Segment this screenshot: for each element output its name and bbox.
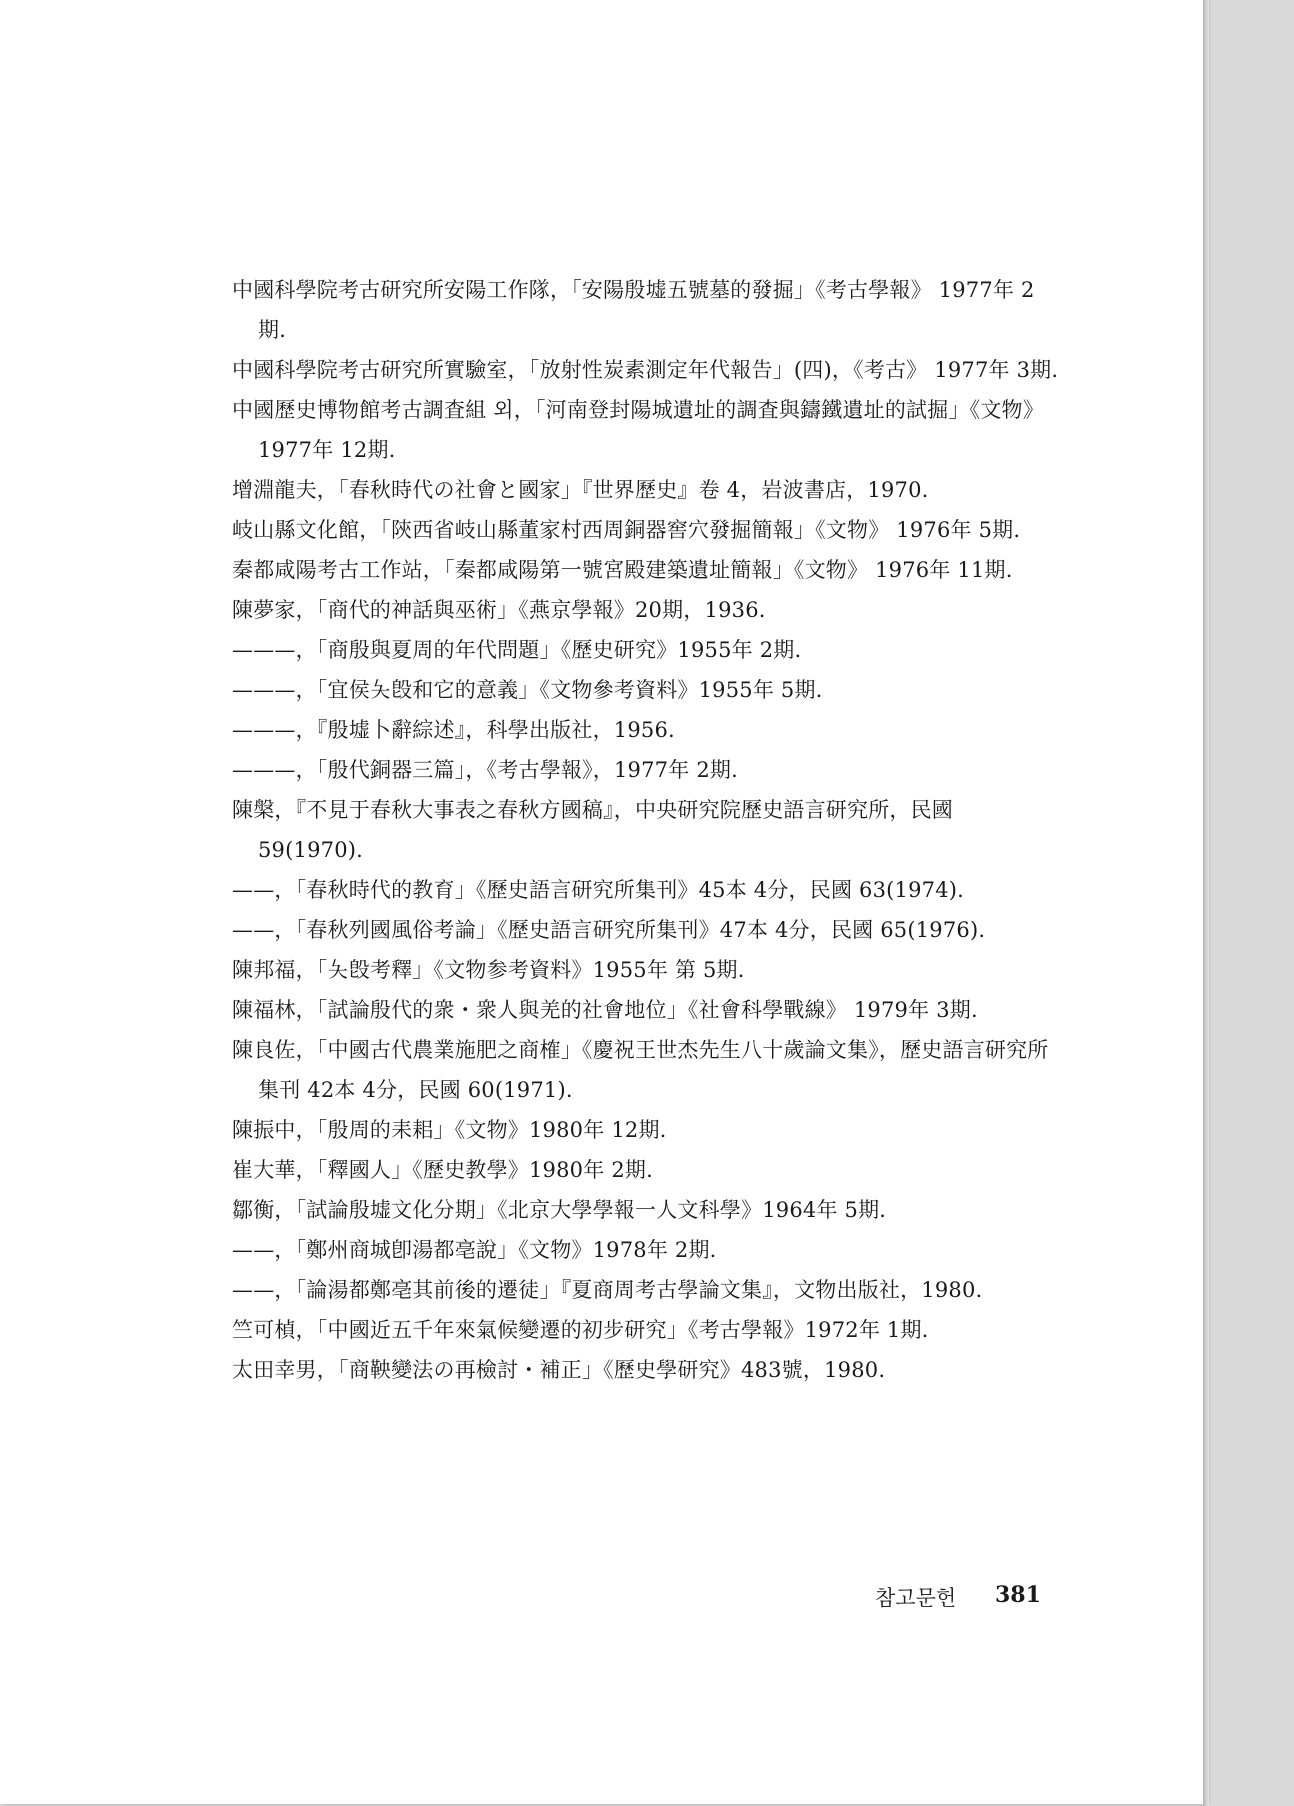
page-footer <box>0 1582 1203 1622</box>
reference-entry: 陳邦福，「夨𣪘考釋」《文物参考資料》1955年 第 5期. <box>232 958 745 982</box>
reference-entry: 中國科學院考古研究所安陽工作隊，「安陽殷墟五號墓的發掘」《考古學報》 1977年 2期. <box>232 278 1035 342</box>
reference-entry: 崔大華，「釋國人」《歷史教學》1980年 2期. <box>232 1158 653 1182</box>
section-label: 참고문헌 <box>875 1586 957 1610</box>
reference-entry: ———，「殷代銅器三篇」，《考古學報》，1977年 2期. <box>232 758 738 782</box>
reference-entry: 太田幸男，「商鞅變法の再檢討・補正」《歷史學研究》483號，1980. <box>232 1358 886 1382</box>
reference-entry: 鄒衡，「試論殷墟文化分期」《北京大學學報一人文科學》1964年 5期. <box>232 1198 887 1222</box>
reference-entry: 陳福林，「試論殷代的衆・衆人與羌的社會地位」《社會科學戰線》 1979年 3期. <box>232 998 978 1022</box>
reference-entry: 岐山縣文化館，「陝西省岐山縣董家村西周銅器窖穴發掘簡報」《文物》 1976年 5期. <box>232 518 1021 542</box>
reference-entry: 增淵龍夫，「春秋時代の社會と國家」『世界歷史』卷 4，岩波書店，1970. <box>232 478 929 502</box>
reference-entry: ——，「鄭州商城卽湯都亳說」《文物》1978年 2期. <box>232 1238 717 1262</box>
reference-entry: ———，『殷墟卜辭綜述』，科學出版社，1956. <box>232 718 675 742</box>
reference-entry: 中國歷史博物館考古調査組 외，「河南登封陽城遺址的調査與鑄鐵遺址的試掘」《文物》1977年 12期. <box>232 398 1044 462</box>
reference-entry: 陳槃，『不見于春秋大事表之春秋方國稿』，中央研究院歷史語言研究所，民國 59(1970). <box>232 798 953 862</box>
page-edge-shadow <box>1203 0 1209 1806</box>
reference-entry: ———，「宜侯夨𣪘和它的意義」《文物參考資料》1955年 5期. <box>232 678 823 702</box>
reference-entry: 竺可楨，「中國近五千年來氣候變遷的初步研究」《考古學報》1972年 1期. <box>232 1318 929 1342</box>
reference-entry: ———，「商殷與夏周的年代問題」《歷史研究》1955年 2期. <box>232 638 802 662</box>
reference-entry: 陳良佐，「中國古代農業施肥之商榷」《慶祝王世杰先生八十歲論文集》，歷史語言研究所集刊 42本 4分，民國 60(1971). <box>232 1038 1049 1102</box>
reference-entry: ——，「春秋時代的教育」《歷史語言研究所集刊》45本 4分，民國 63(1974). <box>232 878 965 902</box>
reference-entry: 陳夢家，「商代的神話與巫術」《燕京學報》20期，1936. <box>232 598 766 622</box>
reference-list <box>232 270 1062 1390</box>
reference-entry: 中國科學院考古研究所實驗室，「放射性炭素測定年代報告」(四)，《考古》 1977年 3期. <box>232 358 1059 382</box>
page-number: 381 <box>995 1582 1041 1608</box>
reference-entry: ——，「論湯都鄭亳其前後的遷徒」『夏商周考古學論文集』，文物出版社，1980. <box>232 1278 983 1302</box>
reference-entry: ——，「春秋列國風俗考論」《歷史語言研究所集刊》47本 4分，民國 65(1976). <box>232 918 986 942</box>
reference-entry: 陳振中，「殷周的耒耜」《文物》1980年 12期. <box>232 1118 667 1142</box>
reference-entry: 秦都咸陽考古工作站，「秦都咸陽第一號宮殿建築遺址簡報」《文物》 1976年 11期. <box>232 558 1013 582</box>
